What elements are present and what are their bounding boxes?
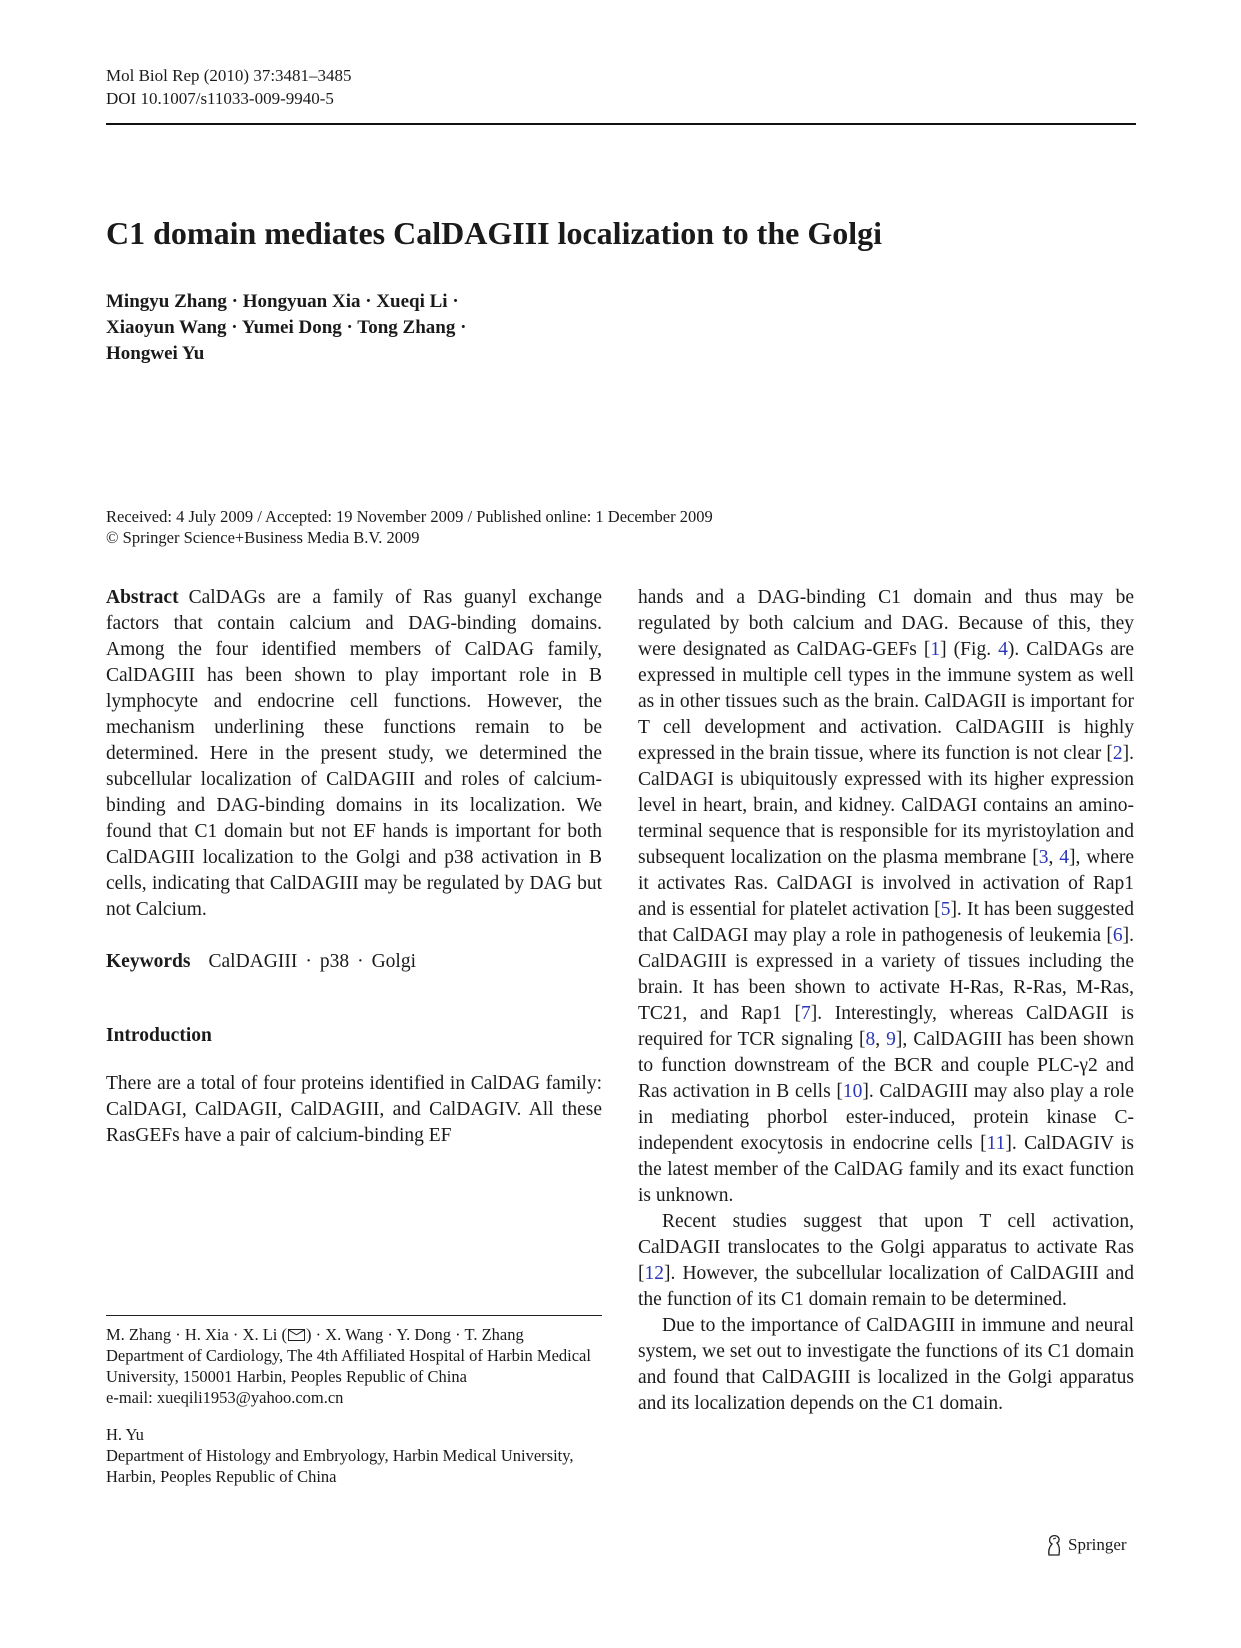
springer-horse-icon bbox=[1044, 1533, 1064, 1557]
copyright-line: © Springer Science+Business Media B.V. 2009 bbox=[106, 528, 420, 547]
publication-dates bbox=[106, 506, 713, 548]
doi: DOI 10.1007/s11033-009-9940-5 bbox=[106, 89, 334, 108]
citation-link[interactable]: 1 bbox=[930, 639, 941, 660]
publisher-logo bbox=[1044, 1533, 1127, 1557]
citation-link[interactable]: 9 bbox=[886, 1029, 896, 1050]
author-list bbox=[106, 289, 466, 367]
paper-title: C1 domain mediates CalDAGIII localization to the Golgi bbox=[106, 215, 882, 251]
keyword: p38 bbox=[319, 951, 350, 972]
body-paragraph: Recent studies suggest that upon T cell activation, CalDAGII translocates to the Golgi apparatus to activate Ras [12]. However, the subcellular localization of CalDAGIII and the function of its C1 domain remain to be determined. bbox=[638, 1211, 1134, 1310]
citation-link[interactable]: 7 bbox=[801, 1003, 811, 1024]
header-rule bbox=[106, 123, 1136, 125]
left-column bbox=[106, 585, 602, 1149]
citation-link[interactable]: 3 bbox=[1038, 847, 1049, 868]
keyword: CalDAGIII bbox=[208, 951, 298, 972]
figure-link[interactable]: 4 bbox=[998, 639, 1008, 660]
citation-link[interactable]: 11 bbox=[986, 1133, 1006, 1154]
citation-link[interactable]: 8 bbox=[865, 1029, 876, 1050]
citation-link[interactable]: 5 bbox=[940, 899, 951, 920]
abstract bbox=[106, 585, 602, 923]
journal-citation: Mol Biol Rep (2010) 37:3481–3485 bbox=[106, 66, 352, 85]
keyword-separator: · bbox=[357, 951, 364, 972]
publisher-name: Springer bbox=[1068, 1535, 1127, 1554]
citation-link[interactable]: 10 bbox=[842, 1081, 863, 1102]
abstract-text: CalDAGs are a family of Ras guanyl exchange factors that contain calcium and DAG-binding domains. Among the four identified members of CalDAG family, CalDAGIII has been shown to play important role in B lymphocyte and endocrine cell functions. However, the mechanism underlining these functions remain to be determined. Here in the present study, we determined the subcellular localization of CalDAGIII and roles of calcium-binding and DAG-binding domains in its localization. We found that C1 domain but not EF hands is important for both CalDAGIII localization to the Golgi and p38 activation in B cells, indicating that CalDAGIII may be regulated by DAG but not Calcium. bbox=[106, 587, 602, 920]
history-line: Received: 4 July 2009 / Accepted: 19 November 2009 / Published online: 1 December 2009 bbox=[106, 507, 713, 526]
footnote-rule bbox=[106, 1315, 602, 1316]
body-paragraph: Due to the importance of CalDAGIII in immune and neural system, we set out to investigate the functions of its C1 domain and found that CalDAGIII is localized in the Golgi apparatus and its localization depends on the C1 domain. bbox=[638, 1315, 1134, 1414]
body-paragraph: hands and a DAG-binding C1 domain and thus may be regulated by both calcium and DAG. Because of this, they were designated as CalDAG-GEFs [1] (Fig. 4). CalDAGs are expressed in multiple cell types in the immune system as well as in other tissues such as the brain. CalDAGII is important for T cell development and activation. CalDAGIII is highly expressed in the brain tissue, where its function is not clear [2]. CalDAGI is ubiquitously expressed with its higher expression level in heart, brain, and kidney. CalDAGI contains an amino-terminal sequence that is responsible for its myristoylation and subsequent localization on the plasma membrane [3, 4], where it activates Ras. CalDAGI is involved in activation of Rap1 and is essential for platelet activation [5]. It has been suggested that CalDAGI may play a role in pathogenesis of leukemia [6]. CalDAGIII is expressed in a variety of tissues including the brain. It has been shown to activate H-Ras, R-Ras, M-Ras, TC21, and Rap1 [7]. Interestingly, whereas CalDAGII is required for TCR signaling [8, 9], CalDAGIII has been shown to function downstream of the BCR and couple PLC-γ2 and Ras activation in B cells [10]. CalDAGIII may also play a role in mediating phorbol ester-induced, protein kinase C- independent exocytosis in endocrine cells [11]. CalDAGIV is the latest member of the CalDAG family and its exact function is unknown. bbox=[638, 587, 1135, 1206]
footnote-authors: M. Zhang · H. Xia · X. Li ( ) · X. Wang · Y. Dong · T. Zhang bbox=[106, 1325, 524, 1344]
citation-link[interactable]: 6 bbox=[1112, 925, 1123, 946]
author-line: Xiaoyun Wang · Yumei Dong · Tong Zhang · bbox=[106, 317, 467, 338]
citation-link[interactable]: 4 bbox=[1059, 847, 1070, 868]
right-column bbox=[638, 585, 1134, 1417]
email[interactable]: e-mail: xueqili1953@yahoo.com.cn bbox=[106, 1388, 344, 1407]
keyword: Golgi bbox=[371, 951, 416, 972]
keywords bbox=[106, 949, 602, 975]
section-heading: Introduction bbox=[106, 1025, 212, 1046]
affiliations-footnote bbox=[106, 1324, 606, 1487]
citation-link[interactable]: 12 bbox=[644, 1263, 664, 1284]
footnote-author: H. Yu bbox=[106, 1425, 144, 1444]
affiliation: Department of Histology and Embryology, Harbin Medical University, Harbin, Peoples Republic of China bbox=[106, 1446, 574, 1486]
citation-link[interactable]: 2 bbox=[1112, 743, 1123, 764]
keyword-separator: · bbox=[305, 951, 312, 972]
keywords-heading: Keywords bbox=[106, 951, 191, 972]
journal-header bbox=[106, 64, 352, 110]
author-line: Hongwei Yu bbox=[106, 343, 205, 364]
affiliation: Department of Cardiology, The 4th Affiliated Hospital of Harbin Medical University, 150001 Harbin, Peoples Republic of China bbox=[106, 1346, 591, 1386]
author-line: Mingyu Zhang · Hongyuan Xia · Xueqi Li · bbox=[106, 291, 459, 312]
mail-icon bbox=[288, 1329, 305, 1341]
intro-paragraph: There are a total of four proteins identified in CalDAG family: CalDAGI, CalDAGII, CalDAGIII, and CalDAGIV. All these RasGEFs have a pair of calcium-binding EF bbox=[106, 1073, 602, 1146]
abstract-heading: Abstract bbox=[106, 587, 179, 608]
